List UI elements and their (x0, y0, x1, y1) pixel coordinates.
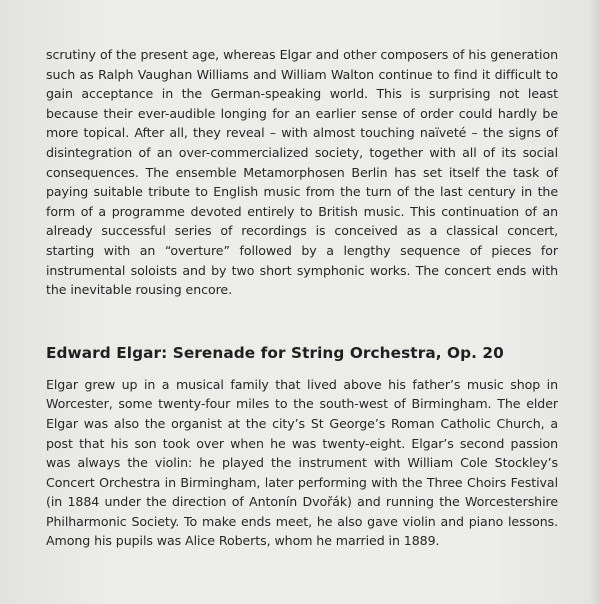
section-title: Edward Elgar: Serenade for String Orchestra, Op. 20 (46, 343, 504, 362)
page-edge-shadow (589, 0, 599, 604)
intro-paragraph: scrutiny of the present age, whereas Elgar and other composers of his generation such as Ralph Vaughan Williams and William Walton continue to find it difficult to gain acceptance in the German-speaking world. This is surprising not least because their ever-audible longing for an earlier sense of order could hardly be more topical. After all, they reveal – with almost touching naïveté – the signs of disintegration of an over-commercialized society, together with all of its social consequences. The ensemble Metamorphosen Berlin has set itself the task of paying suitable tribute to English music from the turn of the last century in the form of a programme devoted entirely to British music. This continuation of an already successful series of recordings is conceived as a classical concert, starting with an “overture” followed by a lengthy sequence of pieces for instrumental soloists and by two short symphonic works. The concert ends with the inevitable rousing encore. (46, 47, 558, 298)
elgar-paragraph: Elgar grew up in a musical family that lived above his father’s music shop in Worcester, some twenty-four miles to the south-west of Birmingham. The elder Elgar was also the organist at the city’s St George’s Roman Catholic Church, a post that his son took over when he was twenty-eight. Elgar’s second passion was always the violin: he played the instrument with William Cole Stockley’s Concert Orchestra in Birmingham, later performing with the Three Choirs Festival (in 1884 under the direction of Antonín Dvořák) and running the Worcestershire Philharmonic Society. To make ends meet, he also gave violin and piano lessons. Among his pupils was Alice Roberts, whom he married in 1889. (46, 376, 558, 549)
page-content (46, 45, 558, 551)
